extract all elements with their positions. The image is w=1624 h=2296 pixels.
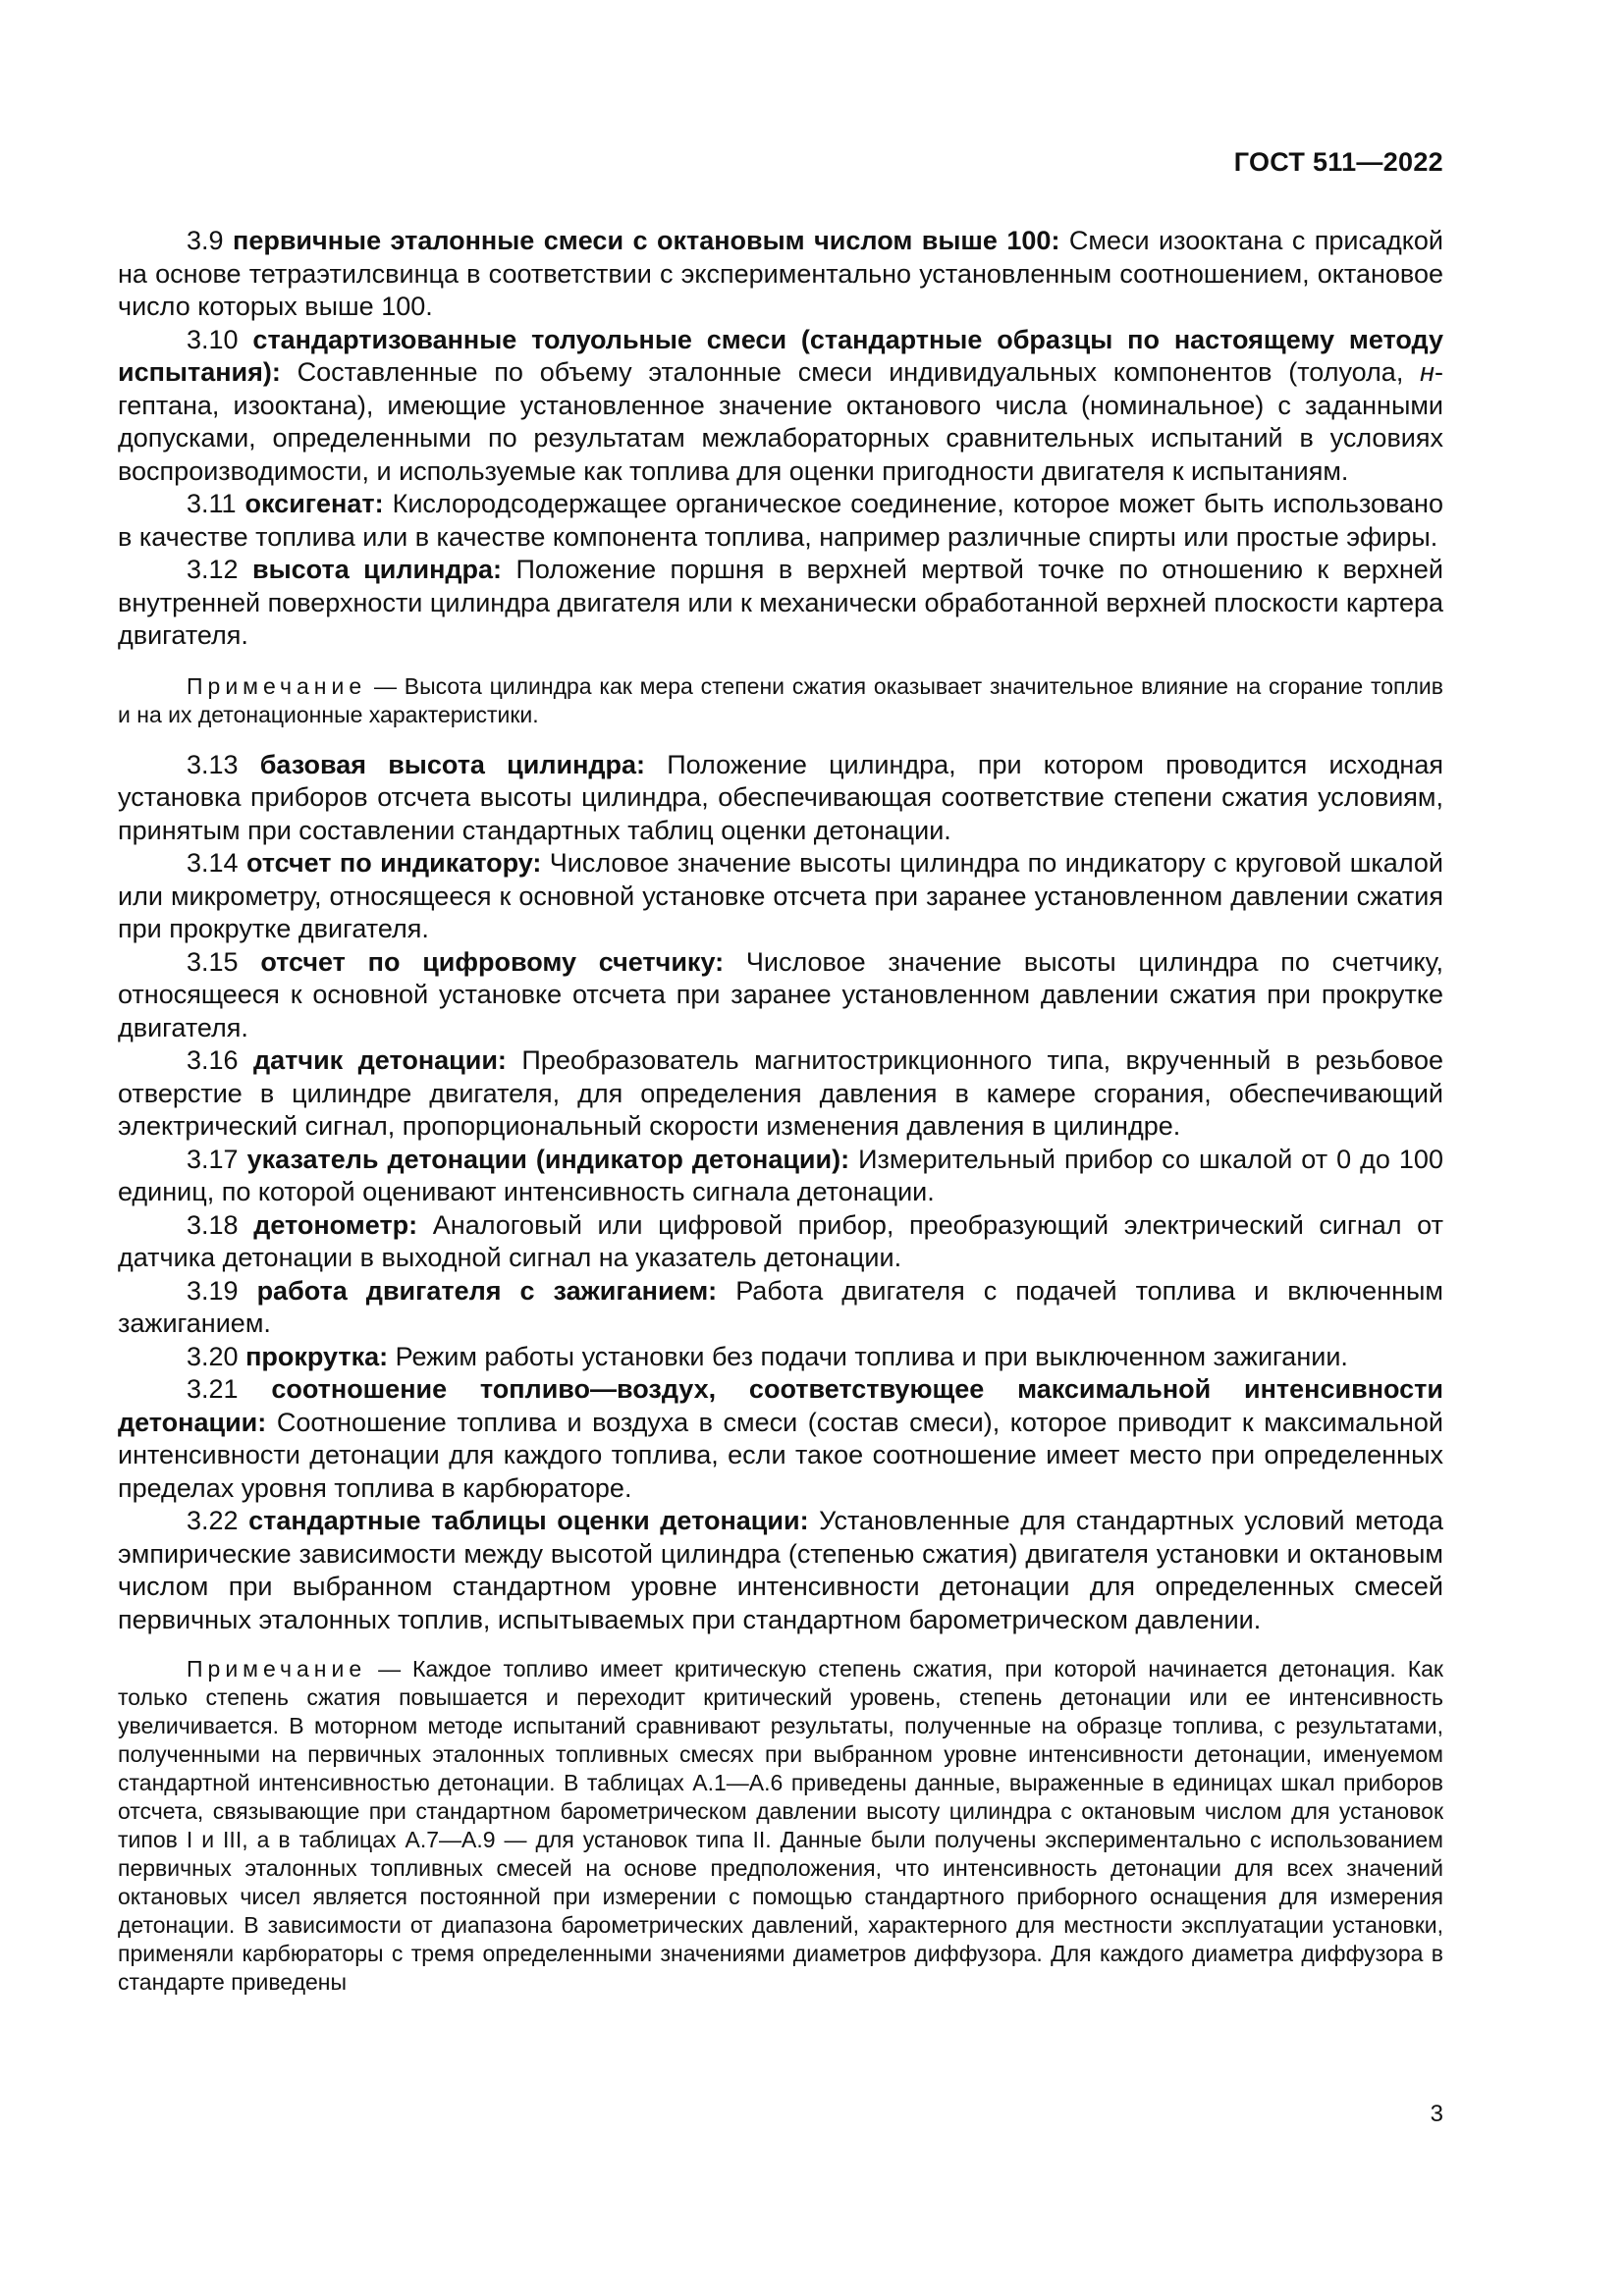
definition-number: 3.17: [187, 1144, 239, 1174]
definition-term: оксигенат:: [244, 489, 384, 518]
definition-term: датчик детонации:: [253, 1045, 507, 1075]
definition-number: 3.16: [187, 1045, 239, 1075]
definition-3-11: [118, 488, 1443, 554]
definition-3-10: [118, 324, 1443, 489]
definition-term: соотношение топливо—воздух, соответствующее максимальной интенсивности детонации:: [118, 1374, 1443, 1437]
definition-term: детонометр:: [253, 1209, 418, 1240]
definition-number: 3.14: [187, 848, 239, 878]
definition-text: Положение поршня в верхней мертвой точке по отношению к верхней внутренней поверхности цилиндра двигателя или к механически обработанной верхней плоскости картера двигателя.: [118, 555, 1443, 650]
definition-term: стандартизованные толуольные смеси (стандартные образцы по настоящему методу испытания):: [118, 324, 1443, 387]
definition-3-14: [118, 847, 1443, 946]
definition-term: прокрутка:: [245, 1341, 389, 1371]
definition-term: отсчет по цифровому счетчику:: [260, 946, 725, 977]
definition-number: 3.21: [187, 1374, 239, 1404]
definition-text: -гептана, изооктана), имеющие установленное значение октанового числа (номинальное) с заданными допусками, определенными по результатам межлабораторных сравнительных испытаний в условиях воспроизводимости, и используемые как топлива для оценки пригодности двигателя к испытаниям.: [118, 357, 1443, 486]
definition-3-12: [118, 554, 1443, 653]
definition-term: высота цилиндра:: [251, 555, 503, 584]
standard-header: ГОСТ 511—2022: [1233, 147, 1443, 177]
definition-term: отсчет по индикатору:: [245, 848, 542, 878]
definition-3-17: [118, 1144, 1443, 1209]
definition-number: 3.13: [187, 749, 239, 779]
definition-number: 3.18: [187, 1209, 239, 1240]
definition-3-16: [118, 1044, 1443, 1144]
definition-3-18: [118, 1209, 1443, 1275]
definition-text: Аналоговый или цифровой прибор, преобразующий электрический сигнал от датчика детонации в выходной сигнал на указатель детонации.: [118, 1209, 1443, 1272]
definition-number: 3.20: [187, 1341, 239, 1371]
definition-text: Работа двигателя с подачей топлива и включенным зажиганием.: [118, 1275, 1443, 1338]
note-text: — Высота цилиндра как мера степени сжатия оказывает значительное влияние на сгорание топлив и на их детонационные характеристики.: [118, 672, 1443, 727]
definition-text: Режим работы установки без подачи топлива и при выключенном зажигании.: [395, 1341, 1348, 1371]
definition-number: 3.12: [187, 555, 239, 584]
definition-3-20: [118, 1341, 1443, 1374]
definition-text: Кислородсодержащее органическое соединение, которое может быть использовано в качестве топлива или в качестве компонента топлива, например различные спирты или простые эфиры.: [118, 489, 1443, 552]
document-body: [118, 225, 1443, 1997]
definition-term: работа двигателя с зажиганием:: [256, 1275, 718, 1306]
definition-3-21: [118, 1373, 1443, 1505]
definition-text: Составленные по объему эталонные смеси индивидуальных компонентов (толуола,: [297, 357, 1421, 387]
definition-3-22: [118, 1505, 1443, 1636]
definition-text: Измерительный прибор со шкалой от 0 до 100 единиц, по которой оценивают интенсивность сигнала детонации.: [118, 1144, 1443, 1206]
definition-number: 3.10: [187, 324, 239, 354]
definition-text: Установленные для стандартных условий метода эмпирические зависимости между высотой цилиндра (степенью сжатия) двигателя установки и октановым числом при выбранном стандартном уровне интенсивности детонации для определенных смесей первичных эталонных топлив, испытываемых при стандартном барометрическом давлении.: [118, 1506, 1443, 1634]
definition-number: 3.11: [187, 489, 237, 518]
definition-text: Числовое значение высоты цилиндра по индикатору с круговой шкалой или микрометру, относящееся к основной установке отсчета при заранее установленном давлении сжатия при прокрутке двигателя.: [118, 848, 1443, 943]
definition-term: стандартные таблицы оценки детонации:: [248, 1506, 809, 1535]
note-cylinder-height: [118, 672, 1443, 729]
definition-3-13: [118, 749, 1443, 848]
definition-3-9: [118, 225, 1443, 324]
definition-number: 3.9: [187, 226, 224, 255]
page-number: 3: [1430, 2101, 1443, 2127]
definition-text: Соотношение топлива и воздуха в смеси (состав смеси), которое приводит к максимальной интенсивности детонации для каждого топлива, если такое соотношение имеет место при определенных пределах уровня топлива в карбюраторе.: [118, 1407, 1443, 1503]
definition-text: Преобразователь магнитострикционного типа, вкрученный в резьбовое отверстие в цилиндре двигателя, для определения давления в камере сгорания, обеспечивающий электрический сигнал, пропорциональный скорости изменения давления в цилиндре.: [118, 1045, 1443, 1141]
note-knock-tables: [118, 1655, 1443, 1997]
definition-term: указатель детонации (индикатор детонации):: [246, 1144, 850, 1174]
definition-number: 3.15: [187, 946, 239, 977]
definition-3-15: [118, 946, 1443, 1045]
note-label: Примечание: [187, 672, 367, 699]
definition-term: базовая высота цилиндра:: [259, 749, 646, 779]
definition-number: 3.22: [187, 1506, 239, 1535]
note-text: — Каждое топливо имеет критическую степень сжатия, при которой начинается детонация. Как только степень сжатия повышается и переходит критический уровень, степень детонации или ее интенсивность увеличивается. В моторном методе испытаний сравнивают результаты, полученные на образце топлива, с результатами, полученными на первичных эталонных топливных смесях при выбранном уровне интенсивности детонации, именуемом стандартной интенсивностью детонации. В таблицах А.1—А.6 приведены данные, выраженные в единицах шкал приборов отсчета, связывающие при стандартном барометрическом давлении высоту цилиндра с октановым числом для установок типов I и III, а в таблицах А.7—А.9 — для установок типа II. Данные были получены экспериментально с использованием первичных эталонных топливных смесей на основе предположения, что интенсивность детонации для всех значений октановых чисел является постоянной при измерении с помощью стандартного приборного оснащения для измерения детонации. В зависимости от диапазона барометрических давлений, характерного для местности эксплуатации установки, применяли карбюраторы с тремя определенными значениями диаметров диффузора. Для каждого диаметра диффузора в стандарте приведены: [118, 1656, 1443, 1995]
definition-number: 3.19: [187, 1275, 239, 1306]
definition-3-19: [118, 1275, 1443, 1341]
definition-text: Смеси изооктана с присадкой на основе тетраэтилсвинца в соответствии с экспериментально установленным соотношением, октановое число которых выше 100.: [118, 226, 1443, 321]
definition-text: Положение цилиндра, при котором проводится исходная установка приборов отсчета высоты цилиндра, обеспечивающая соответствие степени сжатия условиям, принятым при составлении стандартных таблиц оценки детонации.: [118, 749, 1443, 845]
note-label: Примечание: [187, 1656, 367, 1682]
definition-term: первичные эталонные смеси с октановым числом выше 100:: [233, 226, 1060, 255]
definition-text-italic: н: [1420, 357, 1435, 387]
definition-text: Числовое значение высоты цилиндра по счетчику, относящееся к основной установке отсчета при заранее установленном давлении сжатия при прокрутке двигателя.: [118, 946, 1443, 1042]
